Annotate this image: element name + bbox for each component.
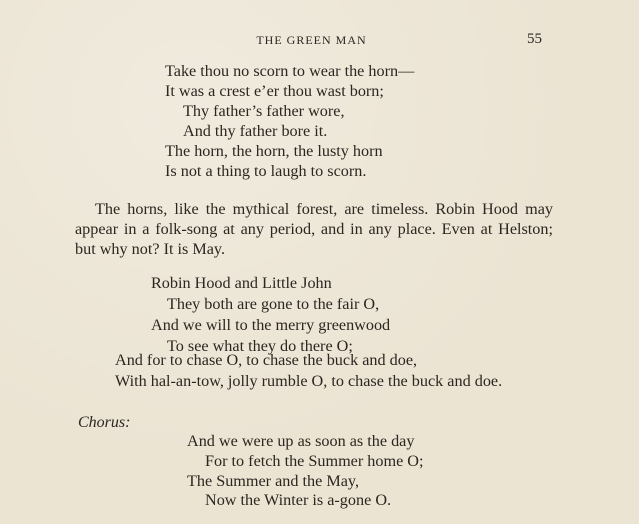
chorus-line-4: Now the Winter is a-gone O. bbox=[205, 491, 392, 509]
verse2-line-2: They both are gone to the fair O, bbox=[167, 295, 380, 313]
verse2-line-1: Robin Hood and Little John bbox=[151, 274, 332, 292]
prose-paragraph bbox=[75, 199, 553, 259]
verse1-line-5: The horn, the horn, the lusty horn bbox=[165, 142, 383, 160]
verse2-line-3: And we will to the merry greenwood bbox=[151, 316, 391, 334]
chorus-line-2: For to fetch the Summer home O; bbox=[205, 452, 424, 470]
verse2-line-5: And for to chase O, to chase the buck and doe, bbox=[115, 351, 418, 369]
chorus-label: Chorus: bbox=[78, 414, 131, 431]
verse2-line-4: To see what they do there O; bbox=[167, 337, 353, 355]
running-title: THE GREEN MAN bbox=[256, 33, 367, 47]
verse1-line-1: Take thou no scorn to wear the horn— bbox=[165, 62, 415, 80]
verse1-line-6: Is not a thing to laugh to scorn. bbox=[165, 162, 367, 180]
verse1-line-2: It was a crest e’er thou wast born; bbox=[165, 82, 384, 100]
chorus-line-1: And we were up as soon as the day bbox=[187, 432, 415, 450]
verse1-line-3: Thy father’s father wore, bbox=[183, 102, 345, 120]
page-number: 55 bbox=[527, 31, 542, 47]
verse1-line-4: And thy father bore it. bbox=[183, 122, 328, 140]
verse2-line-6: With hal-an-tow, jolly rumble O, to chase the buck and doe. bbox=[115, 372, 503, 390]
paragraph-text: The horns, like the mythical forest, are timeless. Robin Hood may appear in a folk-song at any period, and in any place. Even at Helston; but why not? It is May. bbox=[75, 200, 553, 258]
chorus-line-3: The Summer and the May, bbox=[187, 472, 360, 490]
